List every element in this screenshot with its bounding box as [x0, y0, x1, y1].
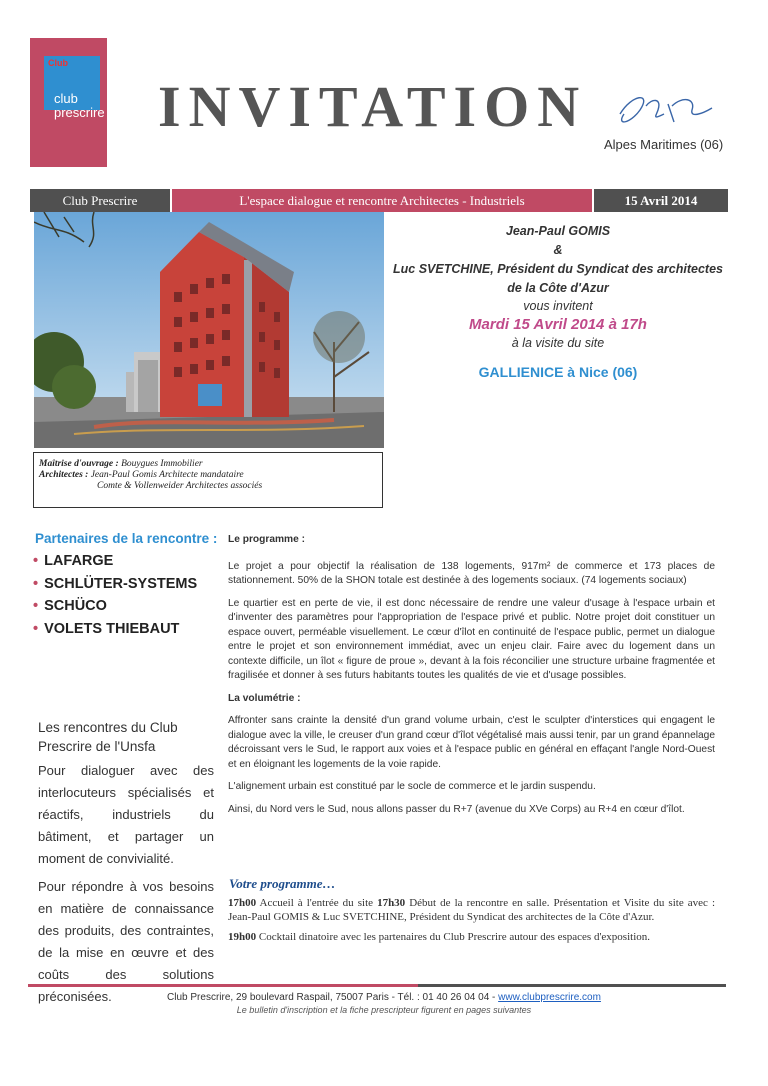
invite-ampersand: & — [553, 243, 563, 257]
partner-name: SCHLÜTER-SYSTEMS — [44, 575, 198, 592]
logo-blue-square — [44, 56, 105, 120]
footer-address — [0, 992, 768, 1003]
partner-name: SCHÜCO — [44, 598, 107, 615]
credits-architects-label: Architectes : — [39, 470, 89, 480]
logo-line-club: club — [54, 91, 78, 106]
list-item — [33, 618, 197, 641]
invite-date: Mardi 15 Avril 2014 à 17h — [469, 316, 647, 333]
bar-tagline: L'espace dialogue et rencontre Architectes - Industriels — [172, 189, 592, 212]
invite-host-1: Jean-Paul GOMIS — [505, 224, 611, 238]
bar-club-name: Club Prescrire — [30, 189, 170, 212]
schedule-text-3: Cocktail dinatoire avec les partenaires du Club Prescrire autour des espaces d'exposition. — [256, 931, 651, 943]
credits-box — [33, 452, 383, 508]
partner-name: LAFARGE — [44, 553, 114, 569]
invite-verb: vous invitent — [523, 299, 593, 313]
partner-name: VOLETS THIEBAUT — [44, 621, 180, 638]
credits-owner-line — [39, 459, 377, 470]
invitation-block — [388, 222, 728, 382]
club-prescrire-logo — [30, 38, 107, 167]
rencontres-paragraph-2: Pour répondre à vos besoins en matière de connaissance des produits, des contraintes, de la mise en œuvre et des coûts des solutions préconisées. — [38, 879, 214, 1004]
logo-line-prescrire: prescrire — [54, 105, 105, 120]
invite-place: GALLIENICE à Nice (06) — [478, 364, 638, 380]
bar-date: 15 Avril 2014 — [594, 189, 728, 212]
programme-paragraph-1: Le projet a pour objectif la réalisation de 138 logements, 917m² de commerce et 173 places de stationnement. 50% de la SHON totale est destinée à des logements sociaux. (74 logements sociaux) — [228, 560, 715, 586]
credits-architects-value-2: Comte & Vollenweider Architectes associés — [97, 481, 263, 491]
rencontres-title: Les rencontres du Club Prescrire de l'Unsfa — [38, 720, 178, 754]
programme-paragraph-2: Le quartier est en perte de vie, il est donc nécessaire de rendre une valeur d'usage à l'espace urbain et d'inventer des paramètres pour l'appropriation de l'espace privé et public. Notre projet doit constituer un espace ouvert, perméable visuellement. Le cœur d'îlot en continuité de l'espace public, permet un dialogue entre le projet et son environnement immédiat, avec un enjeu clair. Faire avec du logement dans un contexte difficile, un îlot « figure de proue », devant à la fois réconcilier une structure urbaine fragmentée et fragilisée et donner à ses futurs habitants toutes les qualités de vie et d'usage possibles. — [228, 597, 715, 681]
list-item — [33, 550, 197, 573]
credits-owner-label: Maîtrise d'ouvrage : — [39, 459, 119, 469]
logo-small-text: Club — [48, 58, 68, 68]
programme-paragraph-5: Ainsi, du Nord vers le Sud, nous allons passer du R+7 (avenue du XVe Corps) au R+4 en cœur d'îlot. — [228, 803, 685, 815]
signature-icon — [612, 84, 716, 136]
rencontres-body — [38, 760, 214, 1014]
credits-architects-value: Jean-Paul Gomis Architecte mandataire — [90, 470, 244, 480]
schedule-text-1: Accueil à l'entrée du site — [256, 897, 378, 909]
list-item — [33, 573, 197, 596]
header-bar — [30, 189, 728, 212]
rencontres-paragraph-1: Pour dialoguer avec des interlocuteurs spécialisés et réactifs, industriels du bâtiment, et partager un moment de convivialité. — [38, 763, 214, 866]
footer-website-link[interactable]: www.clubprescrire.com — [498, 992, 601, 1003]
invite-visit: à la visite du site — [511, 336, 605, 350]
partners-title: Partenaires de la rencontre : — [35, 531, 218, 546]
region-label: Alpes Maritimes (06) — [604, 137, 724, 152]
schedule-paragraph-2 — [228, 931, 715, 945]
credits-owner-value: Bouygues Immobilier — [121, 459, 203, 469]
programme-heading: Le programme : — [228, 534, 305, 545]
invite-host-2: Luc SVETCHINE, Président du Syndicat des architectes — [393, 262, 723, 276]
programme-paragraph-4: L'alignement urbain est constitué par le socle de commerce et le jardin suspendu. — [228, 781, 596, 792]
volumetrie-heading: La volumétrie : — [228, 692, 301, 704]
schedule-paragraph-1 — [228, 897, 715, 924]
programme-paragraph-3: Affronter sans crainte la densité d'un grand volume urbain, c'est le sculpter d'interstices qui engagent le dialogue avec la ville, le creuser d'un grand cœur d'îlot végétalisé mais aussi tenir, par un grand épannelage décroissant vers le Sud, le rapport aux voies et à l'espace public en général en effaçant l'angle Nord-Ouest et en éloignant les logements de la voie rapide. — [228, 715, 715, 770]
votre-programme-title: Votre programme… — [229, 876, 336, 891]
schedule-time-1: 17h00 — [228, 897, 257, 909]
schedule-time-2: 17h30 — [377, 897, 406, 909]
schedule-time-3: 19h00 — [228, 931, 257, 943]
footer-rule-left — [28, 984, 418, 987]
votre-programme-body — [228, 897, 715, 952]
schedule-text-2: Début de la rencontre en salle. Présentation et Visite du site avec : Jean-Paul GOMIS & Luc SVETCHINE, Président du Syndicat des architectes de la Côte d'Azur. — [228, 897, 715, 923]
credits-architects-line — [39, 470, 377, 481]
list-item — [33, 595, 197, 618]
footer-rule-right — [418, 984, 726, 987]
partners-list — [33, 550, 197, 641]
footer-address-text: Club Prescrire, 29 boulevard Raspail, 75007 Paris - Tél. : 01 40 26 04 04 - — [167, 992, 499, 1003]
page-title: INVITATION — [158, 74, 588, 139]
bullet-icon: • — [33, 553, 39, 569]
footer-note: Le bulletin d'inscription et la fiche prescripteur figurent en pages suivantes — [236, 1005, 532, 1015]
building-photo — [34, 212, 384, 448]
programme-section — [228, 533, 715, 825]
bullet-icon: • — [33, 575, 39, 592]
bullet-icon: • — [33, 621, 39, 638]
invite-host-3: de la Côte d'Azur — [507, 281, 609, 295]
bullet-icon: • — [33, 598, 39, 615]
